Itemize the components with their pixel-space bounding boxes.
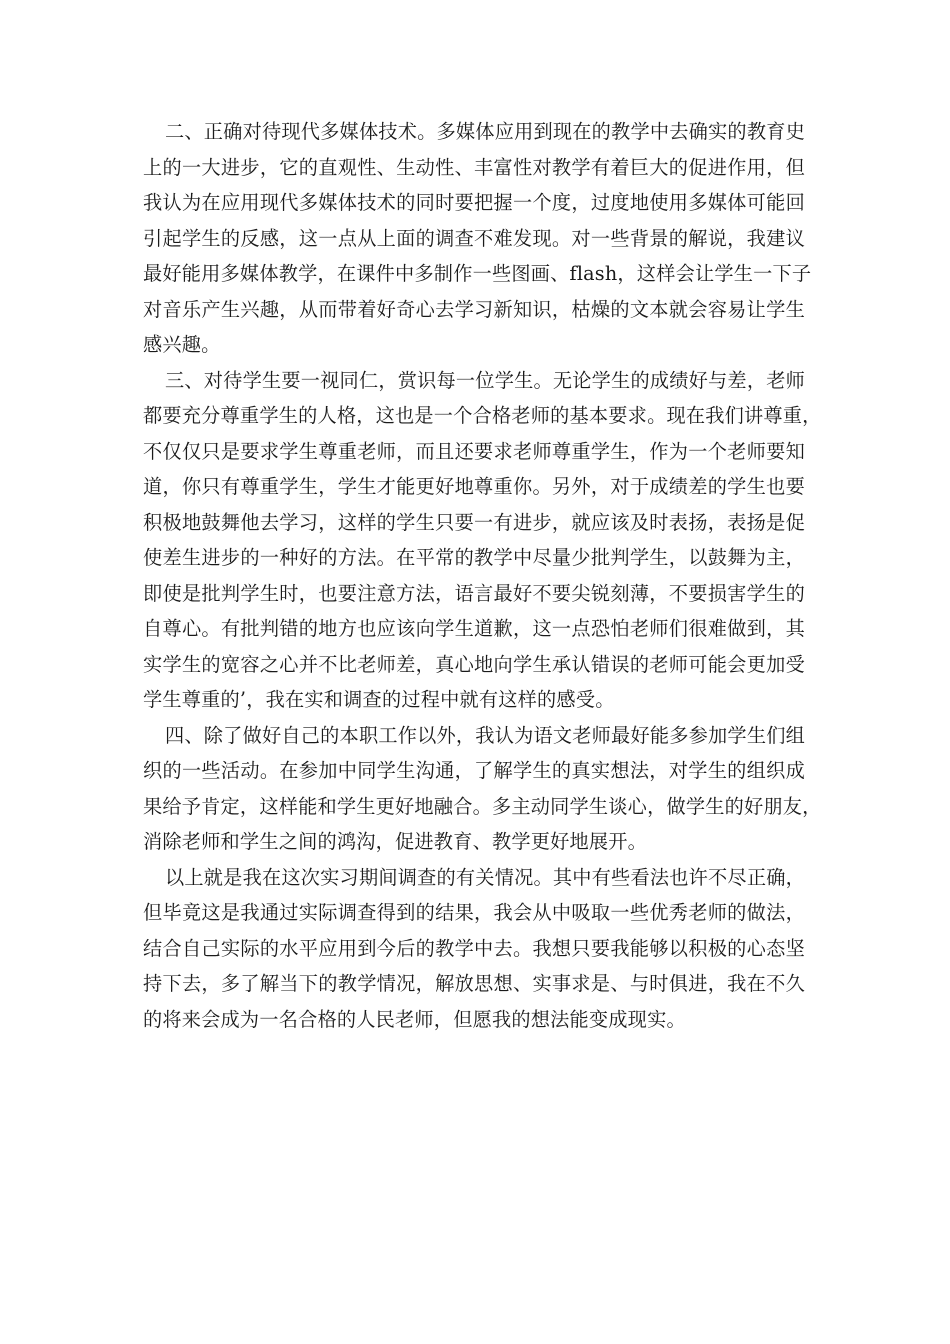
text-line: 都要充分尊重学生的人格，这也是一个合格老师的基本要求。现在我们讲尊重， [143, 404, 822, 427]
text-line: 消除老师和学生之间的鸿沟，促进教育、教学更好地展开。 [143, 830, 648, 853]
paragraph-activities [143, 718, 822, 860]
text-line: 织的一些活动。在参加中同学生沟通，了解学生的真实想法，对学生的组织成 [143, 759, 805, 782]
text-line: 对音乐产生兴趣，从而带着好奇心去学习新知识，枯燥的文本就会容易让学生 [143, 297, 805, 321]
paragraph-conclusion [143, 860, 805, 1038]
text-line: 四、除了做好自己的本职工作以外，我认为语文老师最好能多参加学生们组 [165, 723, 805, 747]
text-line: 实学生的宽容之心并不比老师差，真心地向学生承认错误的老师可能会更加受 [143, 652, 805, 676]
text-line: 引起学生的反感，这一点从上面的调查不难发现。对一些背景的解说，我建议 [143, 226, 805, 250]
text-line: 使差生进步的一种好的方法。在平常的教学中尽量少批判学生，以鼓舞为主， [143, 546, 805, 569]
text-line: 以上就是我在这次实习期间调查的有关情况。其中有些看法也许不尽正确， [165, 865, 805, 889]
text-line: 三、对待学生要一视同仁，赏识每一位学生。无论学生的成绩好与差，老师 [165, 368, 805, 392]
text-line: 感兴趣。 [143, 333, 221, 356]
text-line: 的将来会成为一名合格的人民老师，但愿我的想法能变成现实。 [143, 1007, 686, 1031]
text-line: 我认为在应用现代多媒体技术的同时要把握一个度，过度地使用多媒体可能回 [143, 191, 805, 214]
text-line: 学生尊重的’，我在实和调查的过程中就有这样的感受。 [143, 688, 615, 711]
text-line: 自尊心。有批判错的地方也应该向学生道歉，这一点恐怕老师们很难做到，其 [143, 617, 805, 640]
text-line: 道，你只有尊重学生，学生才能更好地尊重你。另外，对于成绩差的学生也要 [143, 475, 805, 498]
paragraph-respect-students [143, 363, 822, 718]
text-line: 但毕竟这是我通过实际调查得到的结果，我会从中吸取一些优秀老师的做法， [143, 901, 805, 924]
text-line: 果给予肯定，这样能和学生更好地融合。多主动同学生谈心，做学生的好朋友， [143, 794, 822, 818]
text-line: 不仅仅只是要求学生尊重老师，而且还要求老师尊重学生，作为一个老师要知 [143, 439, 805, 463]
text-line: 结合自己实际的水平应用到今后的教学中去。我想只要我能够以积极的心态坚 [143, 936, 805, 960]
text-line: 持下去，多了解当下的教学情况，解放思想、实事求是、与时俱进，我在不久 [143, 972, 805, 995]
text-line: 上的一大进步，它的直观性、生动性、丰富性对教学有着巨大的促进作用，但 [143, 155, 805, 179]
text-line: 积极地鼓舞他去学习，这样的学生只要一有进步，就应该及时表扬，表扬是促 [143, 510, 805, 534]
text-line: 二、正确对待现代多媒体技术。多媒体应用到现在的教学中去确实的教育史 [165, 120, 805, 143]
text-line: 即使是批判学生时，也要注意方法，语言最好不要尖锐刻薄，不要损害学生的 [143, 581, 805, 605]
document-body [143, 114, 822, 1037]
paragraph-multimedia [143, 114, 812, 363]
text-line: 最好能用多媒体教学，在课件中多制作一些图画、flash，这样会让学生一下子 [143, 262, 812, 285]
